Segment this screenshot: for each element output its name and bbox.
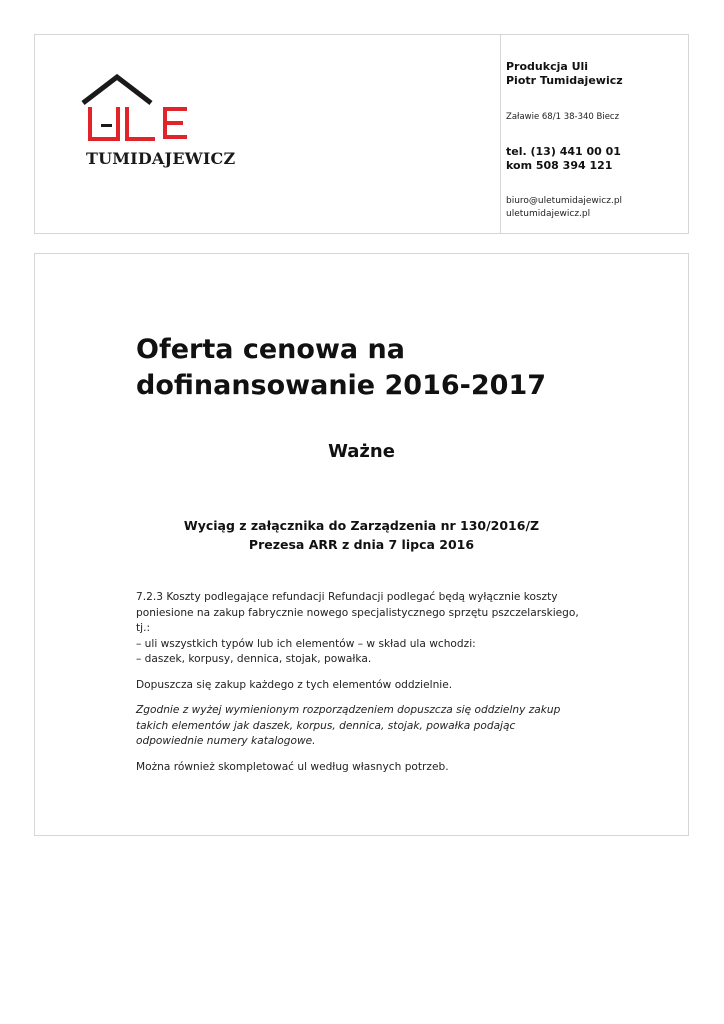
paragraph-line: tj.: xyxy=(136,622,151,634)
paragraph-line: takich elementów jak daszek, korpus, dennica, stojak, powałka podając xyxy=(136,719,516,732)
online-contact xyxy=(506,195,622,221)
phone-mobile: kom 508 394 121 xyxy=(506,159,613,172)
company-line-1: Produkcja Uli xyxy=(506,60,589,73)
excerpt-line-2: Prezesa ARR z dnia 7 lipca 2016 xyxy=(248,537,475,552)
paragraph-line: 7.2.3 Koszty podlegające refundacji Refundacji podlegać będą wyłącznie koszty xyxy=(136,591,558,603)
phone-numbers xyxy=(506,145,621,173)
website-link[interactable]: uletumidajewicz.pl xyxy=(506,209,591,219)
paragraph-line: poniesione na zakup fabrycznie nowego specjalistycznego sprzętu pszczelarskiego, xyxy=(136,606,579,619)
paragraph-catalog-numbers xyxy=(136,703,606,750)
important-heading: Ważne xyxy=(328,441,395,462)
paragraph-line: odpowiednie numery katalogowe. xyxy=(136,735,316,747)
company-name xyxy=(506,60,623,88)
page-title: Oferta cenowa na dofinansowanie 2016-2017 xyxy=(136,334,547,401)
excerpt-line-1: Wyciąg z załącznika do Zarządzenia nr 130/2016/Z xyxy=(183,518,540,533)
company-logo xyxy=(81,73,241,208)
paragraph-line: – daszek, korpusy, dennica, stojak, powałka. xyxy=(136,653,372,665)
contact-block xyxy=(506,35,686,233)
offer-page xyxy=(34,253,689,836)
phone-landline: tel. (13) 441 00 01 xyxy=(506,145,621,158)
header-divider xyxy=(500,35,501,233)
offer-body xyxy=(136,590,606,785)
email-link[interactable]: biuro@uletumidajewicz.pl xyxy=(506,196,623,206)
company-line-2: Piotr Tumidajewicz xyxy=(506,74,623,87)
paragraph-custom-hive: Można również skompletować ul według własnych potrzeb. xyxy=(136,760,449,773)
regulation-excerpt-heading xyxy=(35,516,688,554)
paragraph-separate-purchase: Dopuszcza się zakup każdego z tych elementów oddzielnie. xyxy=(136,678,453,691)
paragraph-line: Zgodnie z wyżej wymienionym rozporządzeniem dopuszcza się oddzielny zakup xyxy=(136,704,561,716)
house-logo-icon xyxy=(81,73,221,143)
paragraph-eligible-costs xyxy=(136,590,606,668)
paragraph-line: – uli wszystkich typów lub ich elementów – w skład ula wchodzi: xyxy=(136,637,476,650)
company-address: Załawie 68/1 38-340 Biecz xyxy=(506,112,620,122)
logo-wordmark: TUMIDAJEWICZ xyxy=(86,149,236,168)
letterhead xyxy=(34,34,689,234)
